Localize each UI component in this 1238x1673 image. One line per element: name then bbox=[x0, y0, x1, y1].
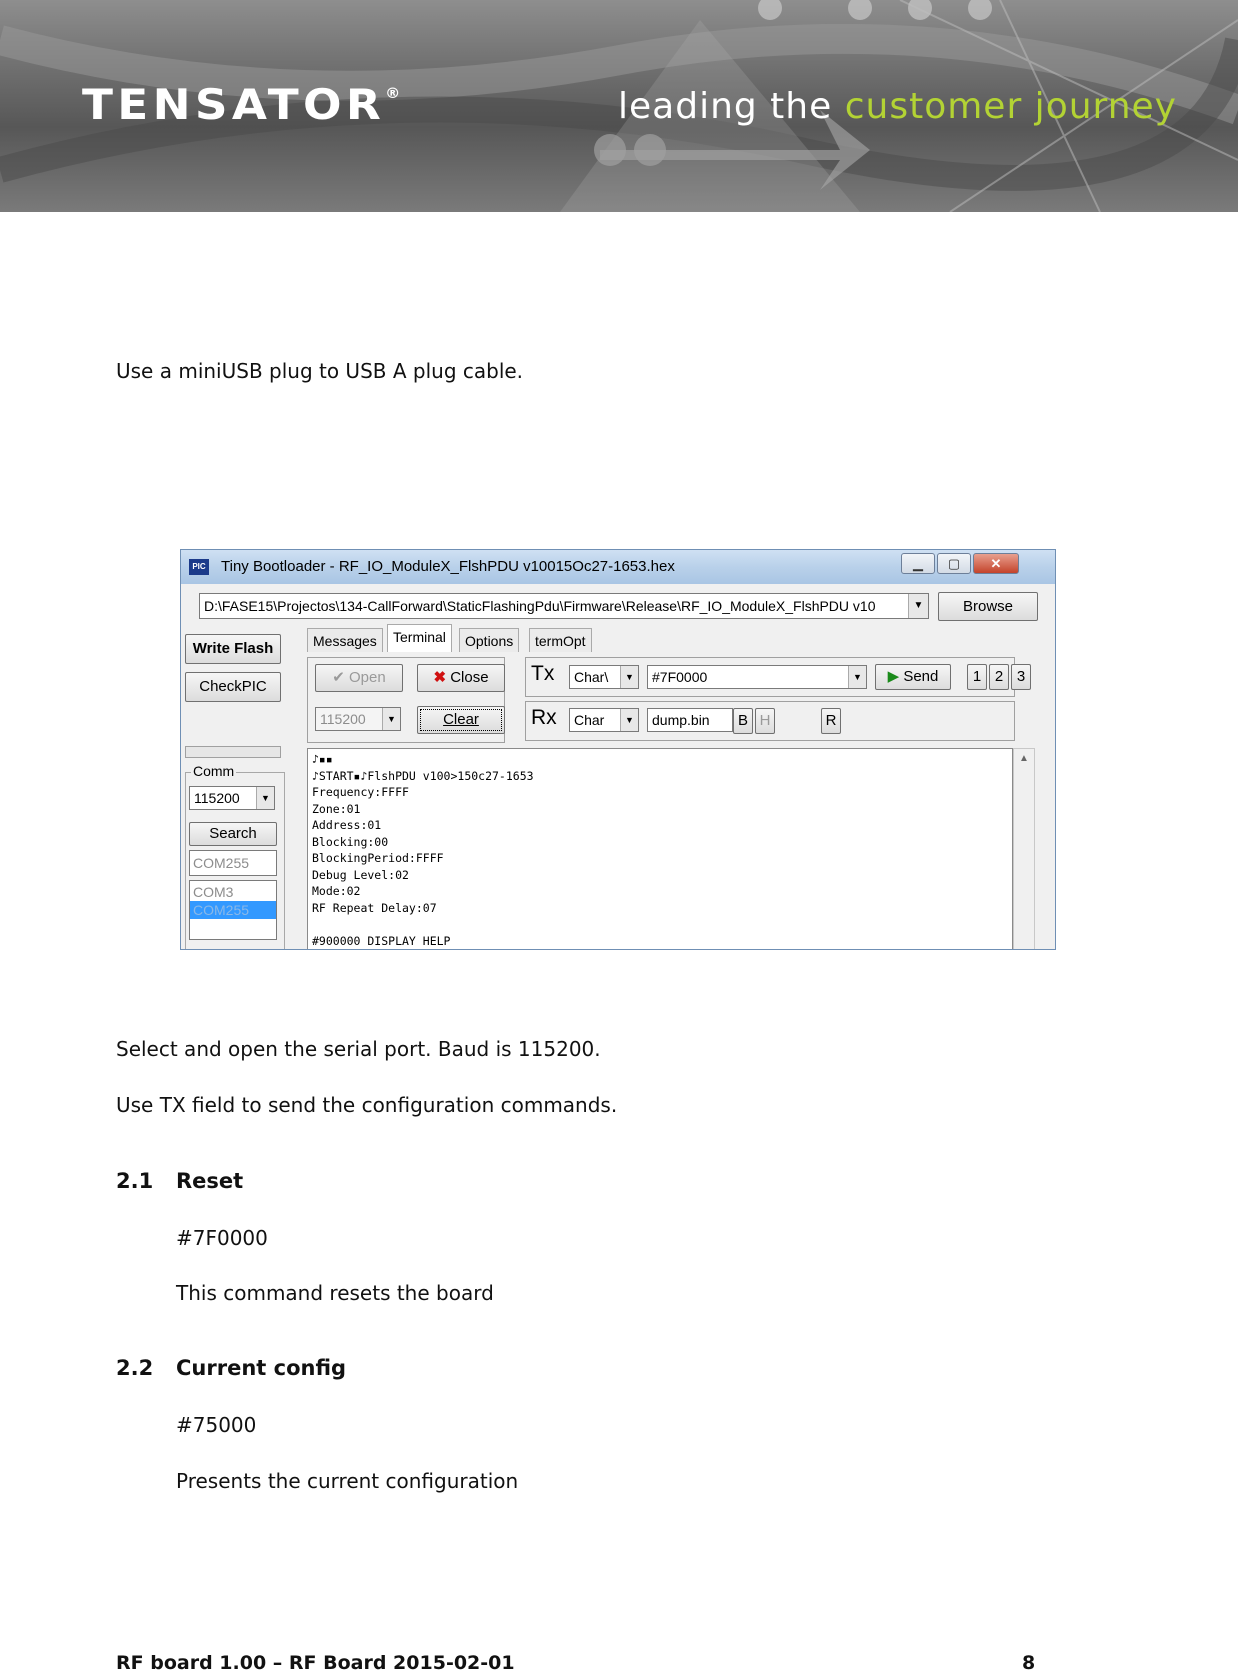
terminal-scrollbar[interactable] bbox=[1013, 748, 1035, 950]
command-code: #75000 bbox=[176, 1413, 257, 1437]
terminal-line: Frequency:FFFF bbox=[312, 785, 409, 799]
terminal-line: RF Repeat Delay:07 bbox=[312, 900, 437, 915]
tagline-part2: customer journey bbox=[844, 86, 1177, 127]
list-item-selected[interactable]: COM255 bbox=[190, 901, 276, 919]
slot-button-3[interactable]: 3 bbox=[1011, 664, 1031, 690]
play-icon: ▶ bbox=[887, 668, 904, 685]
chevron-down-icon[interactable]: ▼ bbox=[908, 594, 928, 618]
com-field-value: COM255 bbox=[193, 855, 250, 871]
tagline bbox=[618, 86, 1177, 127]
section-number: 2.1 bbox=[116, 1169, 154, 1193]
send-button[interactable]: ▶ Send bbox=[875, 664, 951, 690]
chevron-down-icon[interactable]: ▼ bbox=[620, 666, 638, 688]
registered-mark: ® bbox=[385, 86, 401, 102]
comm-label: Comm bbox=[193, 763, 235, 779]
terminal-line: Blocking:00 bbox=[312, 834, 389, 849]
rx-b-button[interactable]: B bbox=[733, 708, 753, 734]
comm-baud-select[interactable]: 115200 ▼ bbox=[189, 786, 275, 810]
terminal-line: BlockingPeriod:FFFF bbox=[312, 851, 444, 865]
terminal-output[interactable] bbox=[307, 748, 1013, 950]
maximize-icon[interactable]: ▢ bbox=[937, 553, 971, 574]
rx-r-button[interactable]: R bbox=[821, 708, 841, 734]
terminal-line: ♪▪▪ bbox=[312, 752, 333, 766]
write-flash-button[interactable]: Write Flash bbox=[185, 634, 281, 664]
window-title: Tiny Bootloader - RF_IO_ModuleX_FlshPDU v10015Oc27-1653.hex bbox=[221, 558, 675, 575]
rx-label: Rx bbox=[531, 706, 557, 729]
close-port-button[interactable]: ✖ Close bbox=[417, 664, 505, 692]
rx-file-input[interactable]: dump.bin bbox=[647, 708, 733, 732]
instruction-serial: Select and open the serial port. Baud is 115200. bbox=[116, 1037, 601, 1061]
search-button[interactable]: Search bbox=[189, 822, 277, 846]
minimize-icon[interactable]: ▁ bbox=[901, 553, 935, 574]
terminal-line: Zone:01 bbox=[312, 801, 361, 816]
slot-button-1[interactable]: 1 bbox=[967, 664, 987, 690]
tensator-logo bbox=[82, 80, 400, 129]
chevron-down-icon[interactable]: ▼ bbox=[620, 709, 638, 731]
clear-button[interactable]: Clear bbox=[417, 706, 505, 734]
tx-label: Tx bbox=[531, 662, 555, 685]
chevron-down-icon[interactable]: ▼ bbox=[256, 787, 274, 809]
tab-options[interactable]: Options bbox=[459, 628, 519, 652]
checkpic-button[interactable]: CheckPIC bbox=[185, 672, 281, 702]
app-icon: PIC bbox=[189, 559, 209, 575]
com-port-list[interactable] bbox=[189, 880, 277, 940]
browse-button[interactable]: Browse bbox=[938, 592, 1038, 621]
command-code: #7F0000 bbox=[176, 1226, 268, 1250]
terminal-line: Debug Level:02 bbox=[312, 867, 409, 882]
command-description: Presents the current configuration bbox=[176, 1469, 519, 1493]
page-footer bbox=[116, 1652, 1036, 1673]
chevron-down-icon[interactable]: ▼ bbox=[382, 708, 400, 730]
rx-h-button[interactable]: H bbox=[755, 708, 775, 734]
slot-button-2[interactable]: 2 bbox=[989, 664, 1009, 690]
terminal-line: ♪START▪♪FlshPDU v100>150c27-1653 bbox=[312, 768, 534, 783]
tab-termopt[interactable]: termOpt bbox=[529, 628, 592, 652]
progress-bar bbox=[185, 746, 281, 758]
terminal-line: Address:01 bbox=[312, 818, 382, 832]
section-title: Current config bbox=[176, 1356, 347, 1380]
terminal-line: #900000 DISPLAY HELP bbox=[312, 933, 451, 948]
intro-text: Use a miniUSB plug to USB A plug cable. bbox=[116, 359, 524, 383]
chevron-down-icon[interactable]: ▼ bbox=[848, 666, 866, 688]
page-number: 8 bbox=[1022, 1652, 1036, 1673]
baud-select-small[interactable]: 115200 ▼ bbox=[315, 707, 401, 731]
section-heading-current-config bbox=[116, 1356, 346, 1380]
tab-messages[interactable]: Messages bbox=[307, 628, 383, 652]
rx-mode-select[interactable]: Char ▼ bbox=[569, 708, 639, 732]
tiny-bootloader-screenshot bbox=[180, 549, 1056, 950]
command-description: This command resets the board bbox=[176, 1281, 494, 1305]
brand-name: TENSATOR bbox=[82, 80, 386, 129]
terminal-line bbox=[312, 916, 1012, 933]
section-title: Reset bbox=[176, 1169, 244, 1193]
com-field[interactable] bbox=[189, 850, 277, 876]
hex-path-value: D:\FASE15\Projectos\134-CallForward\StaticFlashingPdu\Firmware\Release\RF_IO_ModuleX_FlshPDU v10 bbox=[204, 598, 876, 614]
header-banner bbox=[0, 0, 1238, 212]
tx-mode-select[interactable]: Char\ ▼ bbox=[569, 665, 639, 689]
instruction-tx: Use TX field to send the configuration commands. bbox=[116, 1093, 618, 1117]
footer-text: RF board 1.00 – RF Board 2015-02-01 bbox=[116, 1652, 515, 1673]
list-item[interactable]: COM3 bbox=[193, 884, 234, 900]
open-button[interactable]: ✔ Open bbox=[315, 664, 403, 692]
red-x-icon: ✖ bbox=[433, 669, 451, 686]
chevron-up-icon[interactable]: ▲ bbox=[1019, 753, 1029, 764]
close-icon[interactable]: ✕ bbox=[973, 553, 1019, 574]
section-heading-reset bbox=[116, 1169, 243, 1193]
window-titlebar bbox=[181, 550, 1055, 584]
tx-input[interactable]: #7F0000 ▼ bbox=[647, 665, 867, 689]
check-icon: ✔ bbox=[332, 669, 350, 686]
tab-terminal[interactable]: Terminal bbox=[387, 624, 452, 652]
terminal-line: Mode:02 bbox=[312, 884, 361, 898]
tagline-part1: leading the bbox=[618, 86, 833, 127]
section-number: 2.2 bbox=[116, 1356, 154, 1380]
hex-path-input[interactable] bbox=[199, 593, 929, 619]
